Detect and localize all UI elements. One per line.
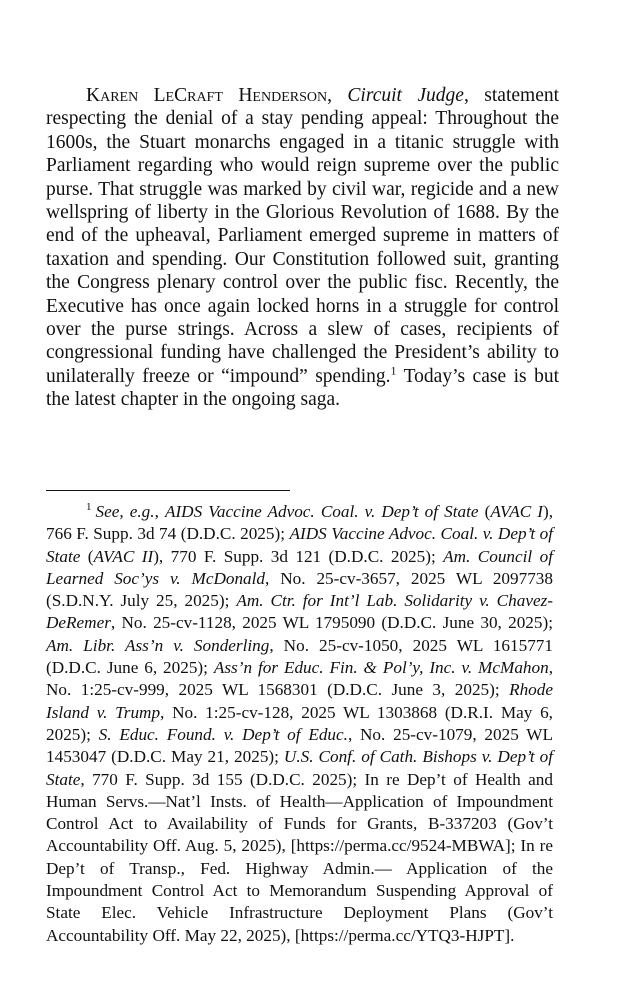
footnote-text	[46, 502, 553, 945]
citation-text: (	[80, 546, 94, 566]
footnote-divider	[46, 490, 290, 491]
author-title: Circuit Judge	[347, 85, 464, 106]
citation-text: ,	[154, 502, 165, 521]
citation-text: , No. 25-cv-1128, 2025 WL 1795090 (D.D.C. June 30, 2025);	[110, 613, 553, 633]
citation-text: , No. 1:25-cv-999, 2025 WL 1568301 (D.D.C. June 3, 2025);	[46, 658, 553, 700]
paragraph-body: , statement respecting the denial of a stay pending appeal: Throughout the 1600s, the Stuart monarchs engaged in a titanic struggle with Parliament regarding who would reign supreme over the public purse. That struggle was marked by civil war, regicide and a new wellspring of liberty in the Glorious Revolution of 1688. By the end of the upheaval, Parliament emerged supreme in matters of taxation and spending. Our Constitution followed suit, granting the Congress plenary control over the public fisc. Recently, the Executive has once again locked horns in a struggle for control over the purse strings. Across a slew of cases, recipients of congressional funding have challenged the President’s ability to unilaterally freeze or “impound” spending.	[46, 85, 560, 387]
case-name: Am. Libr. Ass’n v. Sonderling	[46, 635, 270, 655]
citation-text: (	[478, 502, 491, 521]
opinion-paragraph: Karen LeCraft Henderson, Circuit Judge, statement respecting the denial of a stay pending appeal: Throughout the 1600s, the Stuart monarchs engaged in a titanic struggle with Parliament regarding who would reign supreme over the public purse. That struggle was marked by civil war, regicide and a new wellspring of liberty in the Glorious Revolution of 1688. By the end of the upheaval, Parliament emerged supreme in matters of taxation and spending. Our Constitution followed suit, granting the Congress plenary control over the public fisc. Recently, the Executive has once again locked horns in a struggle for control over the purse strings. Across a slew of cases, recipients of congressional funding have challenged the President’s ability to unilaterally freeze or “impound” spending.$^1$ Today’s case is but the latest chapter in the ongoing saga.	[46, 85, 560, 411]
case-name: Am. Ctr. for Int’l Lab. Solidarity v. Chavez-DeRemer	[46, 591, 554, 633]
citation-text: , No. 25-cv-1079, 2025 WL 1453047 (D.D.C. May 21, 2025);	[46, 724, 554, 767]
citation-text: ), 770 F. Supp. 3d 121 (D.D.C. 2025);	[153, 546, 444, 566]
citation-text: ), 766 F. Supp. 3d 74 (D.D.C. 2025);	[46, 502, 553, 544]
case-name: AVAC I	[490, 502, 543, 521]
case-name: AVAC II	[93, 546, 154, 566]
opinion-body	[46, 84, 559, 412]
case-name: Rhode Island v. Trump	[46, 680, 553, 722]
case-name: U.S. Conf. of Cath. Bishops v. Dep’t of State	[46, 747, 553, 789]
case-name: S. Educ. Found. v. Dep’t of Educ.	[98, 724, 348, 744]
case-name: Am. Council of Learned Soc’ys v. McDonald	[46, 546, 553, 588]
footnote-reference[interactable]: 1	[390, 363, 397, 378]
citation-text: , 770 F. Supp. 3d 155 (D.D.C. 2025); In re Dep’t of Health and Human Servs.—Nat’l Insts. of Health—Application of Impoundment Control Act to Availability of Funds for Grants, B-337203 (Gov’t Accountability Off. Aug. 5, 2025), [https://perma.cc/9524-MBWA]; In re Dep’t of Transp., Fed. Highway Admin.— Application of the Impoundment Control Act to Memorandum Suspending Approval of State Elec. Vehicle Infrastructure Deployment Plans (Gov’t Accountability Off. May 22, 2025), [https://perma.cc/YTQ3-HJPT].	[46, 769, 553, 945]
author-name: Karen LeCraft Henderson	[86, 85, 328, 106]
case-name: Ass’n for Educ. Fin. & Pol’y, Inc. v. McMahon	[213, 658, 549, 678]
footnote-1	[46, 501, 553, 947]
paragraph-closing: Today’s case is but the latest chapter in the ongoing saga.	[46, 365, 559, 411]
citation-text: , No. 25-cv-1050, 2025 WL 1615771 (D.D.C. June 6, 2025);	[46, 635, 553, 678]
case-name: AIDS Vaccine Advoc. Coal. v. Dep’t of State	[46, 524, 553, 566]
case-name: See, e.g.	[95, 502, 155, 521]
citation-text: , No. 25-cv-3657, 2025 WL 2097738 (S.D.N.Y. July 25, 2025);	[46, 568, 553, 611]
case-name: AIDS Vaccine Advoc. Coal. v. Dep’t of State	[164, 502, 479, 521]
citation-text: , No. 1:25-cv-128, 2025 WL 1303868 (D.R.I. May 6, 2025);	[46, 702, 553, 744]
footnote-number: 1	[86, 501, 92, 514]
